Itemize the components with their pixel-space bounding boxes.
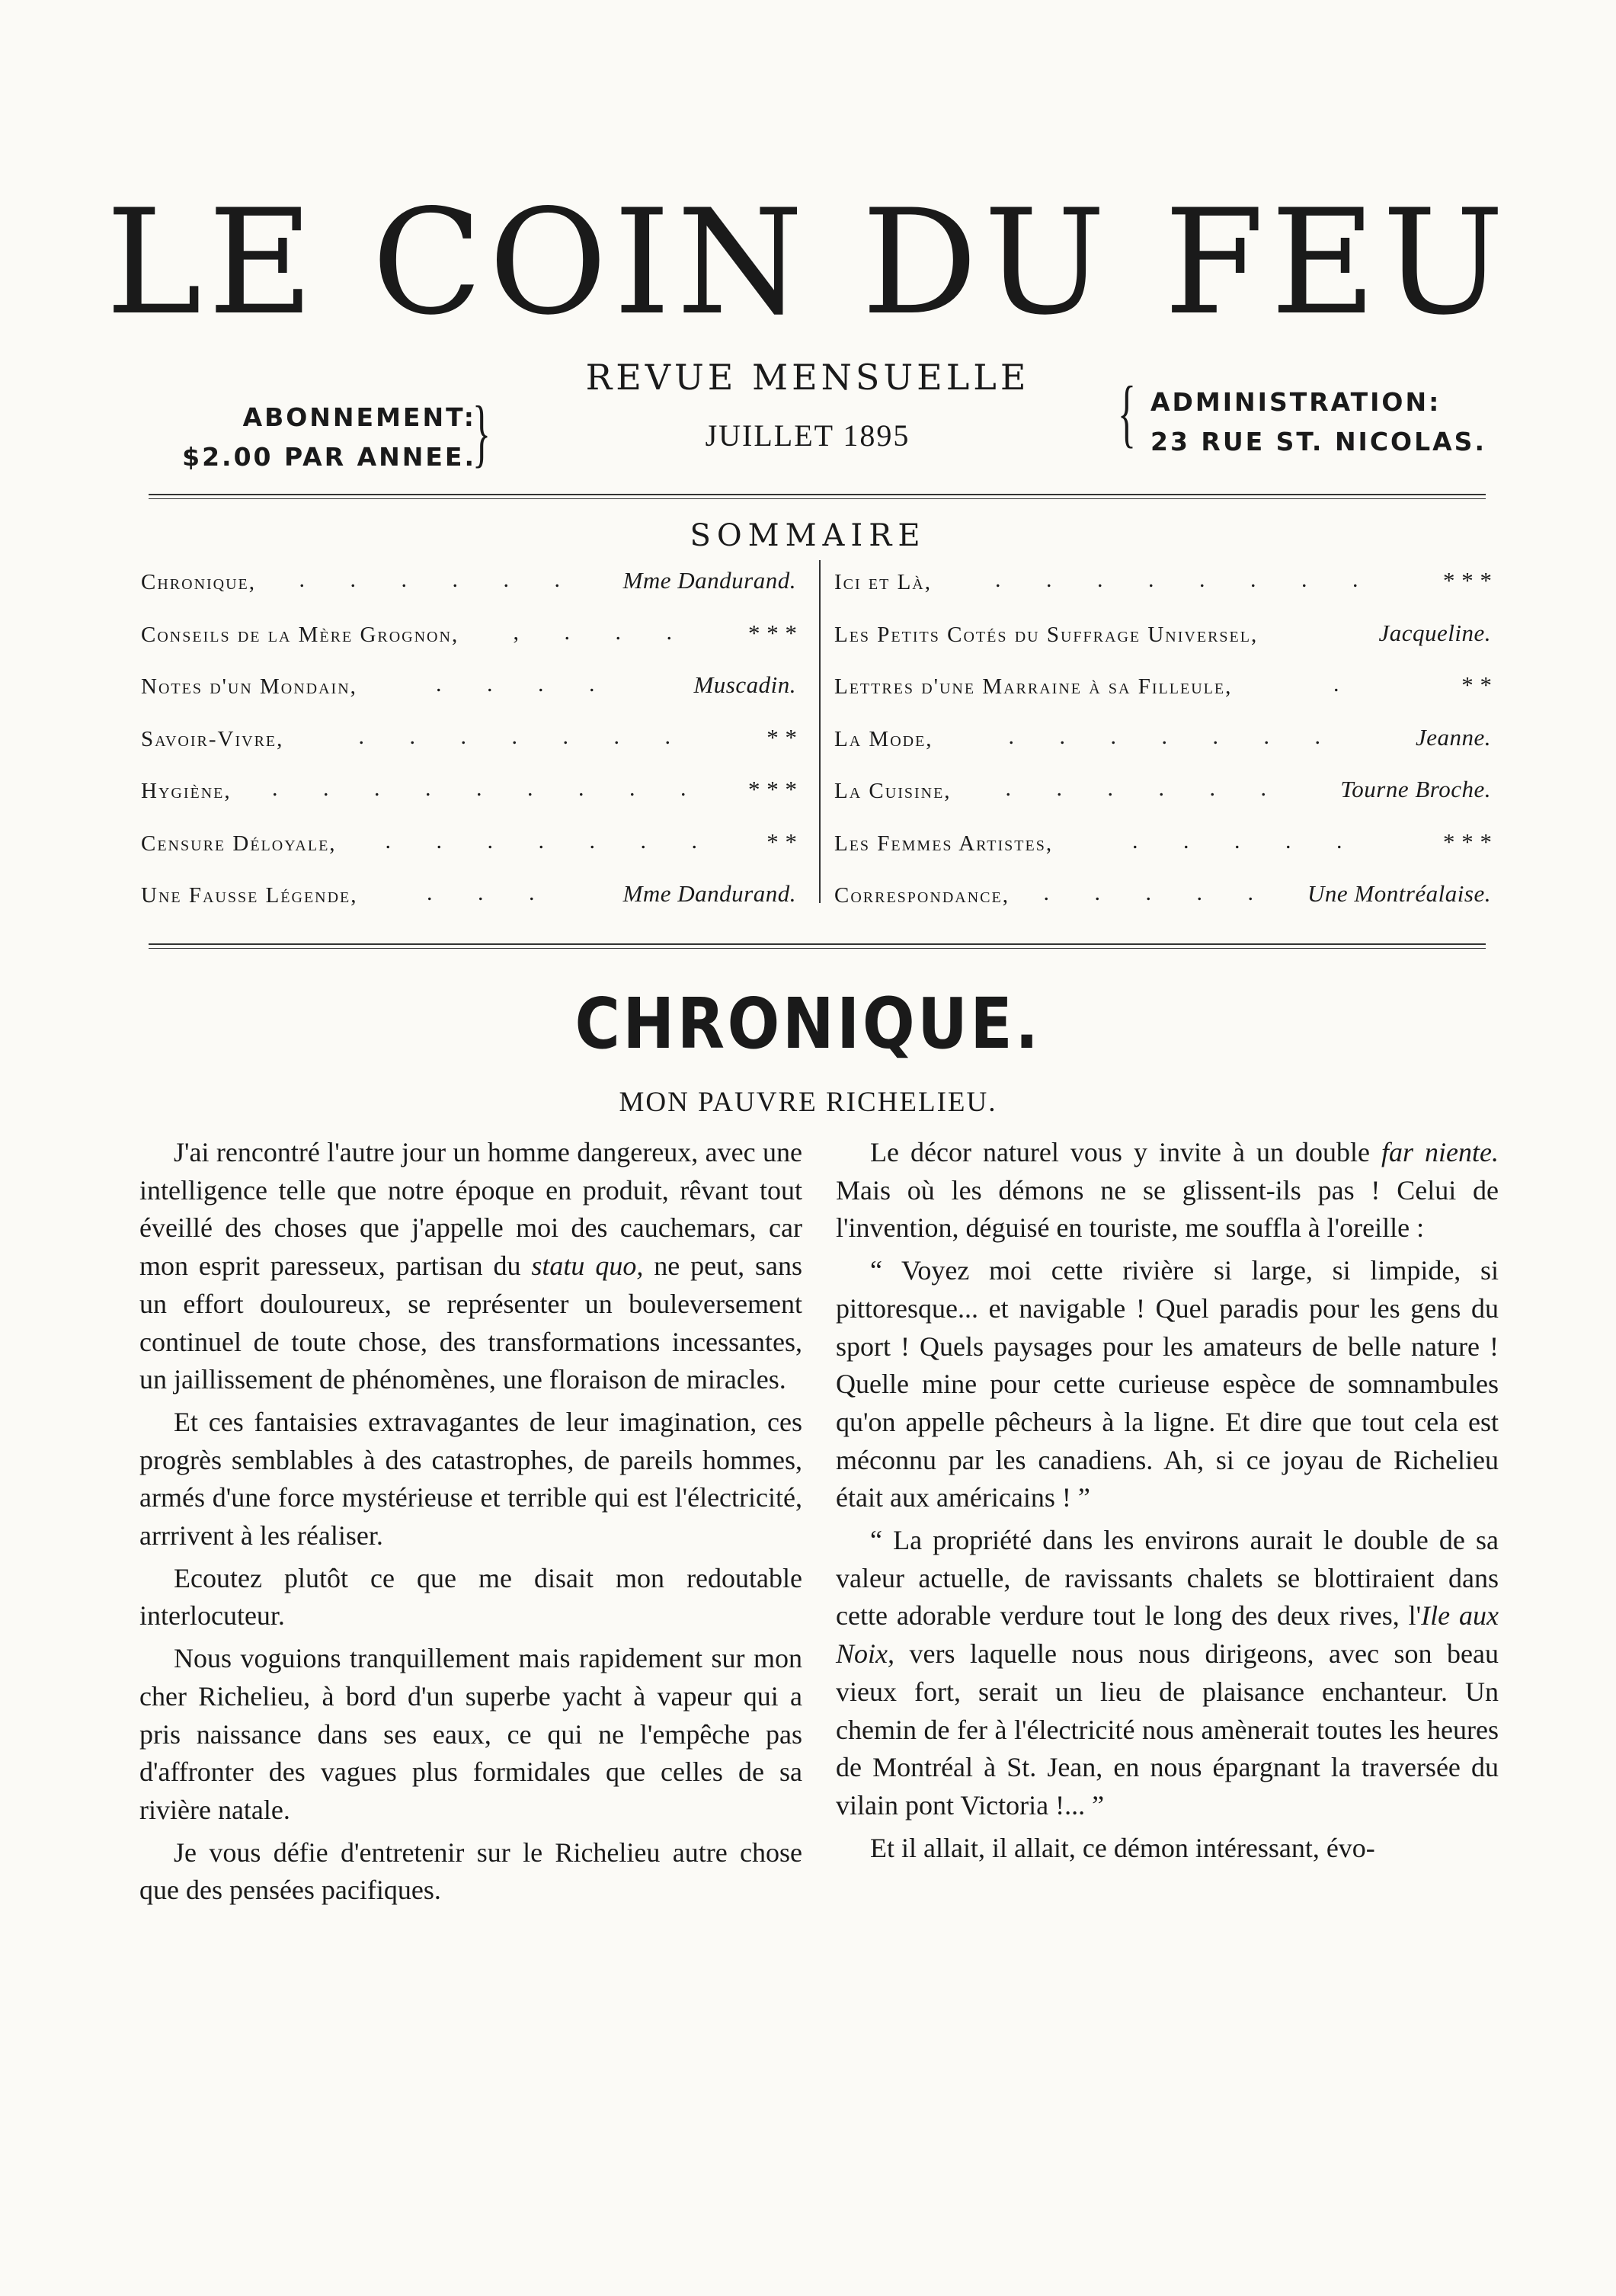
subscription-price: $2.00 PAR ANNEE. <box>182 442 476 472</box>
paragraph-text: Ecoutez plutôt ce que me disait mon redoutable interlocuteur. <box>139 1562 802 1632</box>
toc-item-leader: . . . <box>427 880 555 905</box>
paragraph-emphasis: far niente. <box>1381 1137 1499 1167</box>
article-column-left <box>139 1134 802 1910</box>
article-column-right <box>836 1134 1499 1867</box>
rule-top <box>149 494 1486 499</box>
masthead-subtitle: REVUE MENSUELLE <box>585 357 1030 398</box>
toc-item <box>141 765 796 818</box>
toc-item <box>141 661 796 713</box>
article-paragraph <box>836 1830 1499 1868</box>
toc-item <box>834 869 1491 922</box>
article-paragraph <box>139 1640 802 1830</box>
paragraph-text: “ La propriété dans les environs aurait le double de sa valeur actuelle, de ravissants chalets se blottiraient dans cette adorable verdure tout le long des deux rives, l' <box>836 1525 1499 1632</box>
toc-right-column <box>834 556 1491 922</box>
brace-right-icon: { <box>1118 370 1136 455</box>
toc-item-leader: . . . . . <box>1043 880 1273 905</box>
toc-item <box>834 556 1491 609</box>
article-subtitle: MON PAUVRE RICHELIEU. <box>619 1087 997 1118</box>
article-paragraph <box>139 1560 802 1635</box>
toc-item-leader: . . . . . . . <box>358 723 690 749</box>
toc-item-author: Mme Dandurand. <box>622 567 796 594</box>
toc-item-title: Chronique, <box>141 570 257 594</box>
toc-item-author: * * <box>1460 671 1491 698</box>
toc-item-title: Notes d'un Mondain, <box>141 674 357 699</box>
administration-address: 23 RUE ST. NICOLAS. <box>1150 427 1486 456</box>
toc-item-title: La Mode, <box>834 726 933 751</box>
toc-item-title: La Cuisine, <box>834 779 952 803</box>
subscription-label: ABONNEMENT: <box>242 402 476 432</box>
article-paragraph <box>836 1522 1499 1825</box>
toc-item-leader: . . . . . . . <box>1008 723 1340 749</box>
paragraph-text: Je vous défie d'entretenir sur le Richelieu autre chose que des pensées pacifiques. <box>139 1836 802 1906</box>
paragraph-text: vers laquelle nous nous dirigeons, avec son beau vieux fort, serait un lieu de plaisance enchanteur. Un chemin de fer à l'électricité nous amènerait toutes les heures de Montréal à St. Jean, en nous épargnant la traversée du vilain pont Victoria !... ” <box>836 1638 1499 1820</box>
toc-item-leader: . . . . . . <box>299 567 580 592</box>
toc-item-leader: . . . . . . . . . <box>272 776 706 801</box>
toc-item-title: Conseils de la Mère Grognon, <box>141 622 459 647</box>
toc-item-title: Les Petits Cotés du Suffrage Universel, <box>834 622 1259 647</box>
toc-item-leader: . . . . . <box>1132 828 1362 853</box>
article-paragraph <box>836 1252 1499 1517</box>
toc-item-leader: . . . . . . . . <box>995 567 1378 592</box>
toc-item-title: Ici et Là, <box>834 570 932 594</box>
toc-item <box>834 713 1491 766</box>
toc-item-author: * * * <box>747 776 796 802</box>
toc-item-title: Correspondance, <box>834 883 1010 908</box>
toc-item-title: Les Femmes Artistes, <box>834 831 1054 856</box>
toc-item-author: Une Montréalaise. <box>1307 880 1491 907</box>
toc-item-author: Mme Dandurand. <box>622 880 796 907</box>
toc-item <box>834 765 1491 818</box>
toc-item-leader: . <box>1333 671 1359 696</box>
rule-middle <box>149 943 1486 949</box>
toc-item <box>834 609 1491 661</box>
toc-item-title: Savoir-Vivre, <box>141 726 284 751</box>
toc-item-title: Censure Déloyale, <box>141 831 337 856</box>
paragraph-text: ne peut, sans un effort douloureux, se représenter un bouleversement continuel de toute chose, des transformations incessantes, un jaillissement de phénomènes, une floraison de miracles. <box>139 1250 802 1395</box>
toc-item <box>141 869 796 922</box>
toc-left-column <box>141 556 796 922</box>
toc-item-author: Muscadin. <box>693 671 796 698</box>
article-title: CHRONIQUE. <box>574 983 1042 1065</box>
paragraph-emphasis: statu quo, <box>531 1250 644 1282</box>
toc-item-author: * * <box>765 723 796 751</box>
toc-item-leader: , . . . <box>513 619 692 645</box>
toc-item <box>141 556 796 609</box>
toc-item-leader: . . . . . . . <box>385 828 717 853</box>
article-paragraph <box>139 1404 802 1555</box>
paragraph-text: Mais où les démons ne se glissent-ils pas ! Celui de l'invention, déguisé en touriste, me souffla à l'oreille : <box>836 1174 1499 1244</box>
toc-item <box>141 609 796 661</box>
paragraph-text: J'ai rencontré l'autre jour un homme dangereux, avec une intelligence telle que notre époque en produit, rêvant tout éveillé des choses que j'appelle moi des cauchemars, car mon esprit paresseux, partisan du <box>139 1137 802 1282</box>
toc-item-author: Jacqueline. <box>1378 619 1491 646</box>
toc-item <box>141 818 796 870</box>
toc-item-author: * * * <box>747 619 796 646</box>
administration-info <box>1150 383 1509 462</box>
administration-label: ADMINISTRATION: <box>1150 387 1442 417</box>
toc-item-author: * * * <box>1442 567 1491 594</box>
paragraph-text: Le décor naturel vous y invite à un double <box>870 1137 1381 1167</box>
toc-item-author: Tourne Broche. <box>1340 776 1491 802</box>
brace-left-icon: } <box>472 390 491 475</box>
toc-item-author: Jeanne. <box>1415 723 1491 751</box>
article-paragraph <box>139 1834 802 1910</box>
paragraph-text: Et il allait, il allait, ce démon intéressant, évo- <box>870 1832 1375 1863</box>
toc-divider <box>819 560 821 903</box>
toc-item-author: * * <box>765 828 796 855</box>
toc-item-title: Hygiène, <box>141 779 232 803</box>
toc-item-leader: . . . . <box>436 671 615 696</box>
toc-item <box>834 818 1491 870</box>
toc-item <box>141 713 796 766</box>
sommaire-title: SOMMAIRE <box>690 518 926 553</box>
paragraph-text: Nous voguions tranquillement mais rapidement sur mon cher Richelieu, à bord d'un superbe yacht à vapeur qui a pris naissance dans ses eaux, ce qui ne l'empêche pas d'affronter des vagues plus formidales que celles de sa rivière natale. <box>139 1643 802 1825</box>
masthead-title: LE COIN DU FEU <box>105 178 1511 347</box>
paragraph-text: “ Voyez moi cette rivière si large, si limpide, si pittoresque... et navigable ! Quel paradis pour les gens du sport ! Quels paysages pour les amateurs de belle nature ! Quelle mine pour cette curieuse espèce de somnambules qu'on appelle pêcheurs à la ligne. Et dire que tout cela est méconnu par les canadiens. Ah, si ce joyau de Richelieu était aux américains ! ” <box>836 1255 1499 1513</box>
article-paragraph <box>836 1134 1499 1247</box>
subscription-info <box>156 398 476 477</box>
toc-item-title: Lettres d'une Marraine à sa Filleule, <box>834 674 1233 699</box>
toc-item-leader: . . . . . . <box>1005 776 1286 801</box>
toc-item <box>834 661 1491 713</box>
paragraph-text: Et ces fantaisies extravagantes de leur imagination, ces progrès semblables à des catastrophes, de pareils hommes, armés d'une force mystérieuse et terrible qui est l'électricité, arrrivent à les réaliser. <box>139 1406 802 1551</box>
paragraph-emphasis: Ile aux Noix, <box>836 1600 1499 1670</box>
toc-item-author: * * * <box>1442 828 1491 855</box>
toc-item-title: Une Fausse Légende, <box>141 883 358 908</box>
article-paragraph <box>139 1134 802 1399</box>
issue-date: JUILLET 1895 <box>705 418 910 453</box>
